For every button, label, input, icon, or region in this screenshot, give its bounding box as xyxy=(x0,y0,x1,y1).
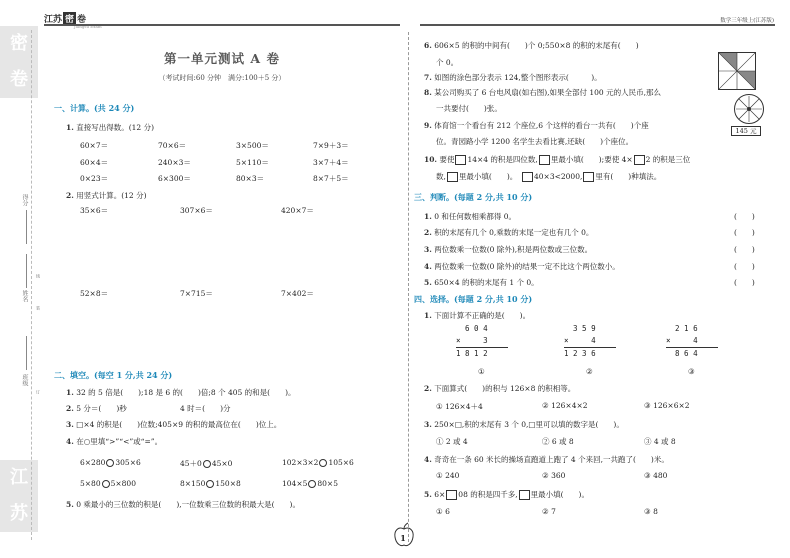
compare-circle[interactable] xyxy=(206,480,214,488)
calc-cell: 7×9＋3＝ xyxy=(313,141,349,150)
judge-paren[interactable]: ( ) xyxy=(734,245,755,254)
fill-q9: 9. 体育馆一个看台有 212 个座位,6 个这样的看台一共有( )个座 xyxy=(424,121,649,130)
fill-q2a-text: 5 分＝( )秒 xyxy=(76,404,127,413)
judge-item: 2. 积的末尾有几个 0,乘数的末尾一定也有几个 0。 xyxy=(424,228,594,237)
fill-q9b: 位。青园路小学 1200 名学生去看比赛,还缺( )个座位。 xyxy=(436,137,634,146)
calc-cell: 240×3＝ xyxy=(158,158,191,167)
fill-q10: 10. 要使 14×4 的积是四位数, 里最小填( );要使 4× 2 的积是三位 xyxy=(424,155,691,164)
choice-q3: 3. 250×□,积的末尾有 3 个 0,□里可以填的数字是( )。 xyxy=(424,420,624,429)
answer-box[interactable] xyxy=(455,155,466,165)
choice-option[interactable]: ② 7 xyxy=(542,507,556,516)
strip-char-top1: 密 xyxy=(0,26,38,62)
calc-cell: 5×110＝ xyxy=(236,158,269,167)
compare-item: 5×80 5×800 xyxy=(80,479,136,488)
brand-mi: 密 xyxy=(63,12,76,25)
exam-info: （考试时间:60 分钟 满分:100＋5 分） xyxy=(158,74,286,82)
judge-paren[interactable]: ( ) xyxy=(734,228,755,237)
compare-item: 45＋0 45×0 xyxy=(180,459,233,468)
calc-cell: 60×4＝ xyxy=(80,158,109,167)
score-line xyxy=(26,210,27,244)
calc-q1: 1. 直接写出得数。(12 分) xyxy=(66,123,155,132)
answer-box[interactable] xyxy=(519,490,530,500)
calc-cell: 3×7＋4＝ xyxy=(313,158,349,167)
calc-cell: 70×6＝ xyxy=(158,141,187,150)
compare-circle[interactable] xyxy=(106,459,114,467)
strip-char-bottom2: 苏 xyxy=(0,496,38,532)
compare-item: 104×5 80×5 xyxy=(282,479,338,488)
brand-b: 卷 xyxy=(77,15,87,25)
choice-q1: 1. 下面计算不正确的是( )。 xyxy=(424,311,531,320)
binding-dashed-line xyxy=(31,30,32,540)
fill-q5: 5. 0 乘最小的三位数的积是( ),一位数乘三位数的积最大是( )。 xyxy=(66,500,300,509)
choice-q4: 4. 奇奇在一条 60 米长的操场直跑道上跑了 4 个来回,一共跑了( )米。 xyxy=(424,455,669,464)
fill-q9a-text: 体育馆一个看台有 212 个座位,6 个这样的看台一共有( )个座 xyxy=(434,121,649,130)
compare-circle[interactable] xyxy=(319,459,327,467)
left-margin-strip xyxy=(0,0,38,558)
line-char-zhuang: 装 xyxy=(36,306,41,310)
name-label: 姓名 xyxy=(21,290,28,302)
choice-option[interactable]: ② 6 或 8 xyxy=(542,437,574,446)
brand-small: Jiangsu Exam xyxy=(74,24,102,29)
vertical-multiplication-c: 2 1 6 × 4 8 6 4 xyxy=(666,323,718,360)
column-divider xyxy=(408,32,409,542)
class-label: 班级 xyxy=(21,374,28,386)
fill-q7: 7. 如图的涂色部分表示 124,整个图形表示( )。 xyxy=(424,73,602,82)
page-number-badge xyxy=(391,522,417,548)
section-choice-heading: 四、选择。(每题 2 分,共 10 分) xyxy=(414,294,533,304)
vertical-calc-item: 35×6＝ xyxy=(80,206,109,215)
calc-q2: 2. 用竖式计算。(12 分) xyxy=(66,191,147,200)
choice-option[interactable]: ③ 4 或 8 xyxy=(644,437,676,446)
calc-cell: 0×23＝ xyxy=(80,174,109,183)
calc-cell: 60×7＝ xyxy=(80,141,109,150)
page-number: 1 xyxy=(400,533,406,543)
brand-logo xyxy=(44,12,102,29)
choice-option[interactable]: ③ 126×6×2 xyxy=(644,401,690,410)
choice-option[interactable]: ② 360 xyxy=(542,471,566,480)
class-line xyxy=(26,336,27,370)
answer-box[interactable] xyxy=(634,155,645,165)
fill-q5-text: 0 乘最小的三位数的积是( ),一位数乘三位数的积最大是( )。 xyxy=(76,500,300,509)
compare-circle[interactable] xyxy=(102,480,110,488)
vertical-calc-item: 420×7＝ xyxy=(281,206,314,215)
line-char-xian: 线 xyxy=(36,274,41,278)
calc-cell: 8×7＋5＝ xyxy=(313,174,349,183)
fill-q6: 6. 606×5 的积的中间有( )个 0;550×8 的积的末尾有( ) xyxy=(424,41,639,50)
line-char-ding: 订 xyxy=(36,390,41,394)
subject-label: 数学三年级上(江苏版) xyxy=(720,18,774,24)
fill-q4-text: 在○里填“>”“<”或“=”。 xyxy=(76,437,163,446)
answer-box[interactable] xyxy=(583,172,594,182)
calc-q2-text: 用竖式计算。(12 分) xyxy=(76,191,147,200)
judge-item: 1. 0 和任何数相乘都得 0。 xyxy=(424,212,517,221)
choice-option[interactable]: ② 126×4×2 xyxy=(542,401,588,410)
strip-char-top2: 卷 xyxy=(0,62,38,98)
fill-q3: 3. □×4 的积是( )位数;405×9 的积的最高位在( )位上。 xyxy=(66,420,282,429)
fill-q6a-text: 606×5 的积的中间有( )个 0;550×8 的积的末尾有( ) xyxy=(434,41,639,50)
fill-q8: 8. 某公司购买了 6 台电风扇(如右图),如果全部付 100 元的人民币,那么 xyxy=(424,88,661,97)
fill-q3-text: □×4 的积是( )位数;405×9 的积的最高位在( )位上。 xyxy=(76,420,282,429)
calc-cell: 3×500＝ xyxy=(236,141,269,150)
fill-q2: 2. 5 分＝( )秒 xyxy=(66,404,127,413)
header-rule-right xyxy=(420,24,775,26)
header-rule-left xyxy=(44,24,400,26)
choice-option[interactable]: ① 240 xyxy=(436,471,460,480)
answer-box[interactable] xyxy=(539,155,550,165)
choice-option[interactable]: ① 126×4＋4 xyxy=(436,402,483,411)
choice-q5: 5. 6× 08 的积是四千多, 里最小填( )。 xyxy=(424,490,589,499)
fill-q4: 4. 在○里填“>”“<”或“=”。 xyxy=(66,437,163,446)
vertical-calc-item: 307×6＝ xyxy=(180,206,213,215)
fan-blades-icon xyxy=(735,95,763,123)
judge-paren[interactable]: ( ) xyxy=(734,262,755,271)
section-fill-heading: 二、填空。(每空 1 分,共 24 分) xyxy=(54,370,173,380)
calc-cell: 80×3＝ xyxy=(236,174,265,183)
judge-item: 4. 两位数乘一位数(0 除外)的结果一定不比这个两位数小。 xyxy=(424,262,620,271)
fan-icon xyxy=(734,94,764,124)
choice-option[interactable]: ③ 480 xyxy=(644,471,668,480)
fill-q8b: 一共要付( )张。 xyxy=(436,104,502,113)
choice-option[interactable]: ③ xyxy=(688,367,695,376)
answer-box[interactable] xyxy=(522,172,533,182)
brand-a: 江苏 xyxy=(44,15,63,25)
vertical-calc-item: 52×8＝ xyxy=(80,289,109,298)
fill-q7-text: 如图的涂色部分表示 124,整个图形表示( )。 xyxy=(434,73,602,82)
octagon-grid-figure xyxy=(718,52,756,90)
compare-circle[interactable] xyxy=(308,480,316,488)
page-title: 第一单元测试 A 卷 xyxy=(164,51,280,66)
choice-option[interactable]: ③ 8 xyxy=(644,507,658,516)
judge-paren[interactable]: ( ) xyxy=(734,278,755,287)
compare-item: 6×280 305×6 xyxy=(80,458,141,467)
name-line xyxy=(26,254,27,288)
judge-paren[interactable]: ( ) xyxy=(734,212,755,221)
fill-q2b: 4 时＝( )分 xyxy=(180,404,231,413)
fill-q8a-text: 某公司购买了 6 台电风扇(如右图),如果全部付 100 元的人民币,那么 xyxy=(434,88,661,97)
judge-item: 3. 两位数乘一位数(0 除外),积是两位数或三位数。 xyxy=(424,245,593,254)
choice-option[interactable]: ① 6 xyxy=(436,507,450,516)
compare-item: 102×3×2 105×6 xyxy=(282,458,354,467)
grid-figure-icon xyxy=(719,53,755,89)
fill-q1: 1. 32 的 5 倍是( );18 是 6 的( )倍;8 个 405 的和是( )。 xyxy=(66,388,296,397)
answer-box[interactable] xyxy=(447,172,458,182)
vertical-calc-item: 7×402＝ xyxy=(281,289,314,298)
compare-item: 8×150 150×8 xyxy=(180,479,241,488)
strip-char-bottom1: 江 xyxy=(0,460,38,496)
fill-q6b: 个 0。 xyxy=(436,58,459,67)
fill-q10b: 数, 里最小填( )。 40×3<2000, 里有( )种填法。 xyxy=(436,172,662,181)
fill-q1-text: 32 的 5 倍是( );18 是 6 的( )倍;8 个 405 的和是( )。 xyxy=(76,388,296,397)
section-judge-heading: 三、判断。(每题 2 分,共 10 分) xyxy=(414,192,533,202)
section-calc-heading: 一、计算。(共 24 分) xyxy=(54,103,135,113)
calc-cell: 6×300＝ xyxy=(158,174,191,183)
choice-q2: 2. 下面算式( )的积与 126×8 的积相等。 xyxy=(424,384,576,393)
vertical-calc-item: 7×715＝ xyxy=(180,289,213,298)
choice-option[interactable]: ② xyxy=(586,367,593,376)
vertical-multiplication-a: 6 0 4 × 3 1 8 1 2 xyxy=(456,323,508,360)
choice-option[interactable]: ① xyxy=(478,367,485,376)
choice-option[interactable]: ① 2 或 4 xyxy=(436,437,468,446)
compare-circle[interactable] xyxy=(203,460,211,468)
calc-q1-text: 直接写出得数。(12 分) xyxy=(76,123,155,132)
price-tag: 145 元 xyxy=(731,126,761,136)
answer-box[interactable] xyxy=(446,490,457,500)
vertical-multiplication-b: 3 5 9 × 4 1 2 3 6 xyxy=(564,323,616,360)
judge-item: 5. 650×4 的积的末尾有 1 个 0。 xyxy=(424,278,539,287)
score-label: 得分 xyxy=(21,194,28,206)
